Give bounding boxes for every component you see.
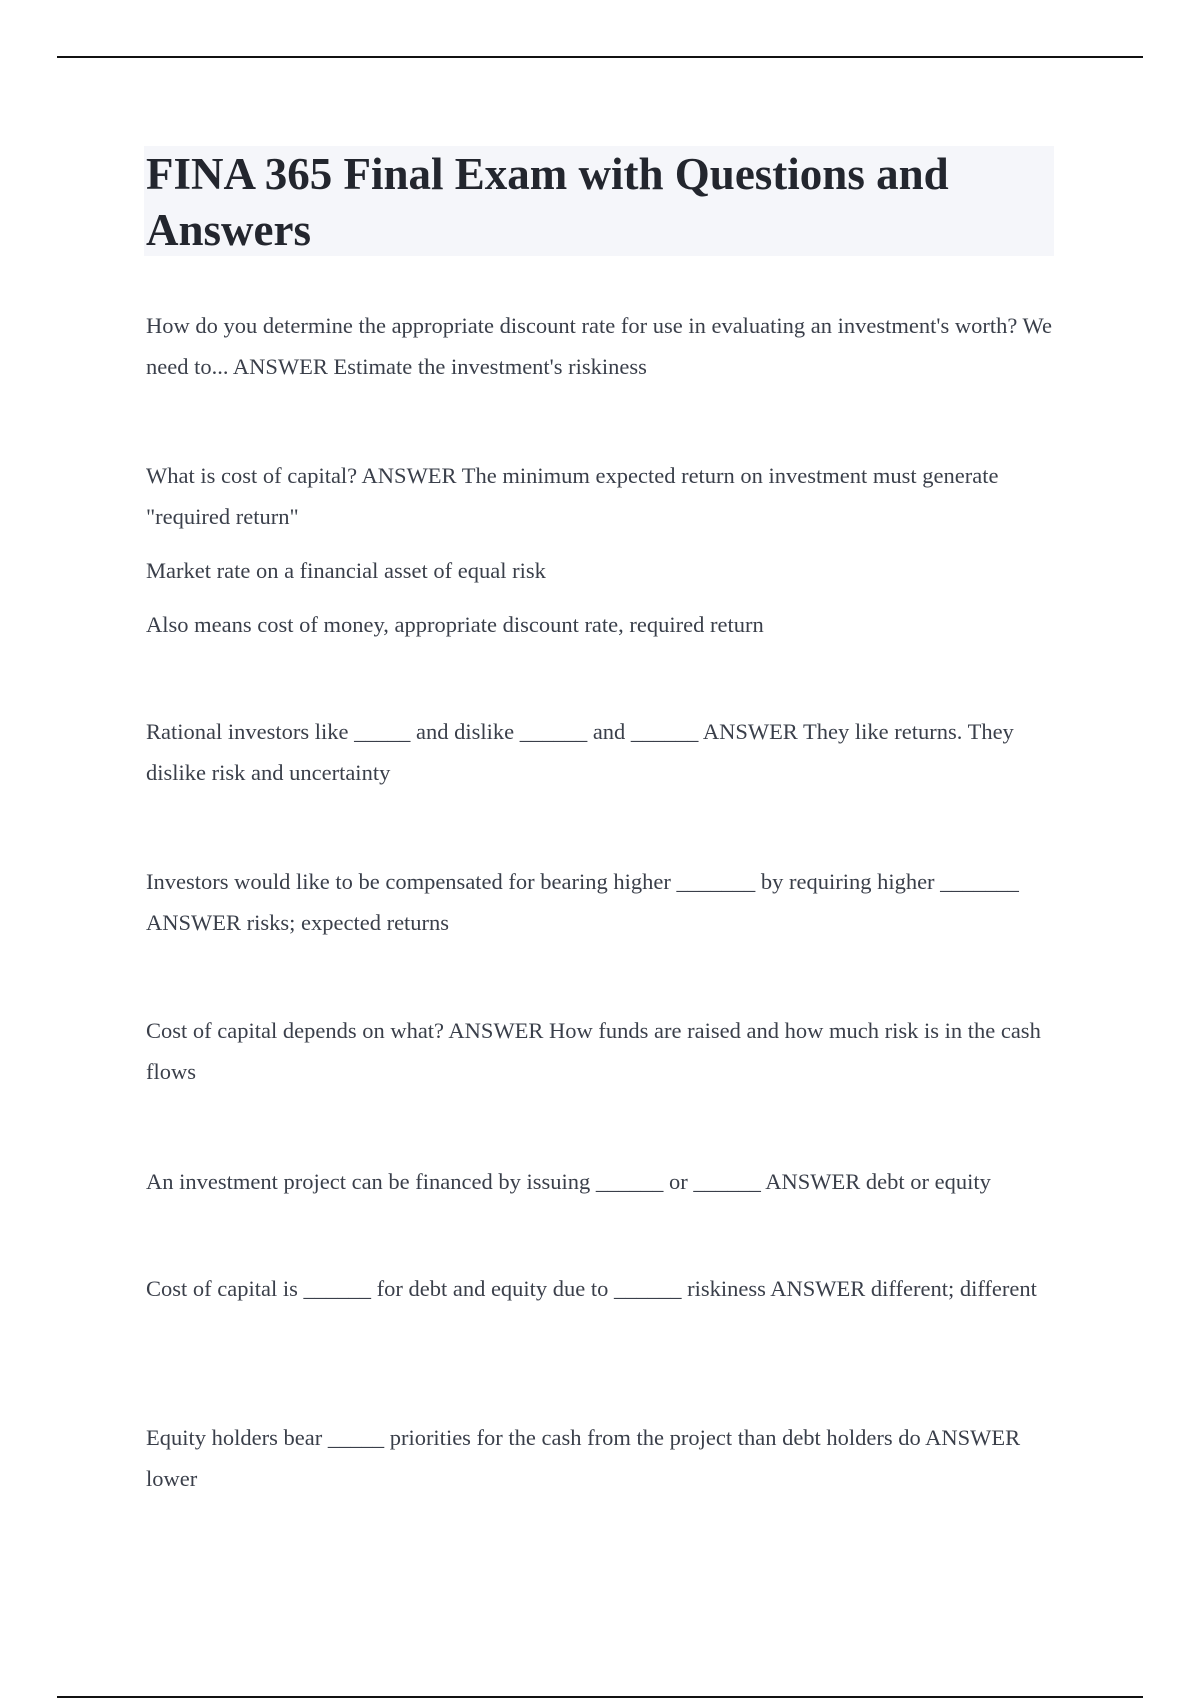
top-rule	[57, 56, 1143, 58]
qa-paragraph: An investment project can be financed by issuing ______ or ______ ANSWER debt or equity	[146, 1169, 991, 1194]
bottom-rule	[57, 1696, 1143, 1698]
page-title: FINA 365 Final Exam with Questions and Answers	[146, 149, 949, 255]
qa-paragraph: Cost of capital is ______ for debt and equity due to ______ riskiness ANSWER different; different	[146, 1276, 1037, 1301]
qa-paragraph: Also means cost of money, appropriate discount rate, required return	[146, 612, 764, 637]
qa-paragraph: Rational investors like _____ and dislike ______ and ______ ANSWER They like returns. They dislike risk and uncertainty	[146, 719, 1014, 785]
qa-paragraph: Investors would like to be compensated for bearing higher _______ by requiring higher _______ ANSWER risks; expected returns	[146, 869, 1019, 935]
qa-paragraph: What is cost of capital? ANSWER The minimum expected return on investment must generate "required return"	[146, 463, 999, 529]
qa-paragraph: Market rate on a financial asset of equal risk	[146, 558, 546, 583]
qa-paragraph: Cost of capital depends on what? ANSWER How funds are raised and how much risk is in the cash flows	[146, 1018, 1041, 1084]
qa-paragraph: How do you determine the appropriate discount rate for use in evaluating an investment's worth? We need to... ANSWER Estimate the investment's riskiness	[146, 313, 1052, 379]
qa-paragraph: Equity holders bear _____ priorities for the cash from the project than debt holders do ANSWER lower	[146, 1425, 1021, 1491]
